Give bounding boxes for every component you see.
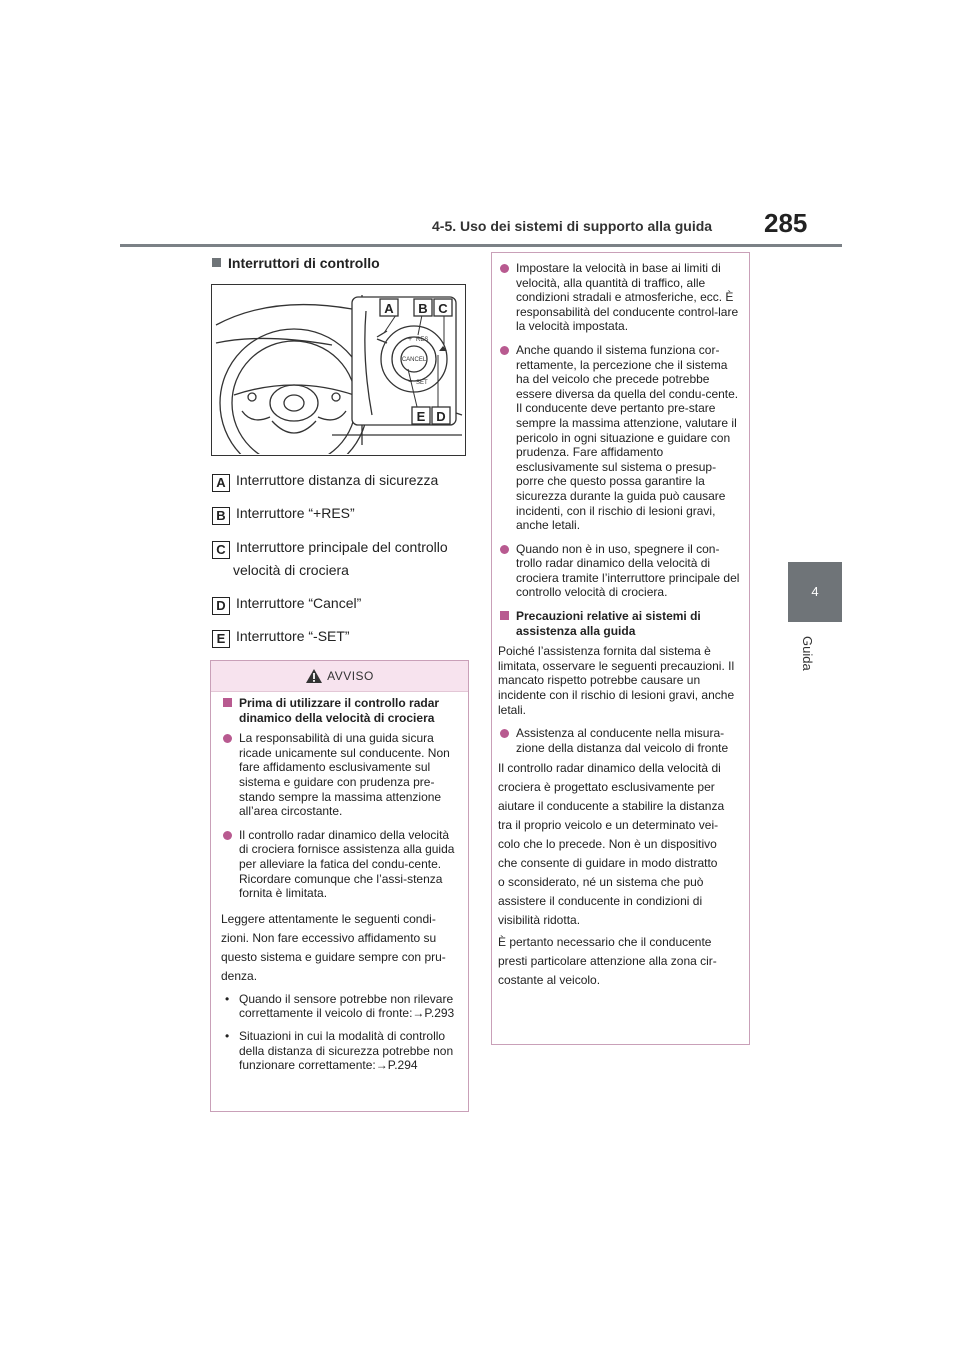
right-loose-paragraph: Il controllo radar dinamico della velocità di crociera è progettato esclusivamente per aiutare il conducente a stabilire la distanza tra il proprio veicolo e un determinato vei- colo che lo precede. Non è un dispositivo che consente di guidare in modo distratto o sconsiderato, né un sistema che può assistere il conducente in condizioni di visibilità ridotta. xyxy=(498,761,725,928)
set-switch-text: SET xyxy=(416,380,428,386)
figure-label-d: D xyxy=(436,409,446,424)
steering-switch-illustration xyxy=(211,284,466,456)
warning-dot-item: • Situazioni in cui la modalità di controllo della distanza di sicurezza potrebbe non funzionare correttamente:→P.294 xyxy=(221,1029,460,1073)
figure-label-c: C xyxy=(438,301,448,316)
chapter-tab xyxy=(788,562,842,622)
section-heading: Interruttori di controllo xyxy=(212,255,380,271)
warning-bullet: La responsabilità di una guida sicura ricade unicamente sul conducente. Non fare affidamento esclusivamente sul sistema e guidare con prudenza pre-stando sempre la massima attenzione all’area circostante. xyxy=(221,731,460,819)
legend-item-e: E Interruttore “-SET” xyxy=(212,628,350,648)
chapter-name: Guida xyxy=(800,636,815,671)
warning-header xyxy=(211,661,468,692)
right-final-paragraph: È pertanto necessario che il conducente presti particolare attenzione alla zona cir- costante al veicolo. xyxy=(498,935,717,988)
warning-bullet: Il controllo radar dinamico della velocità di crociera fornisce assistenza alla guida per alleviare la fatica del condu-cente. Ricordare comunque che l’assi-stenza fornita è limitata. xyxy=(221,828,460,901)
steering-wheel-drawing xyxy=(212,285,464,454)
minus-sign-text: − xyxy=(408,379,413,386)
right-bullet: Quando non è in uso, spegnere il con-trollo radar dinamico della velocità di crociera tramite l’interruttore principale del controllo velocità di crociera. xyxy=(498,542,741,600)
legend-letter: E xyxy=(212,630,230,648)
legend-letter: C xyxy=(212,541,230,559)
legend-letter: D xyxy=(212,597,230,615)
header-rule xyxy=(120,244,842,247)
figure-label-b: B xyxy=(418,301,428,316)
right-warning-continuation xyxy=(491,252,750,1045)
warning-box xyxy=(210,660,469,1112)
chapter-number: 4 xyxy=(811,584,819,599)
cancel-switch-text: CANCEL xyxy=(401,357,427,363)
header-section-title: 4-5. Uso dei sistemi di supporto alla guida xyxy=(432,218,713,234)
warning-triangle-icon xyxy=(305,668,323,684)
warning-dot-item: • Quando il sensore potrebbe non rilevare correttamente il veicolo di fronte:→P.293 xyxy=(221,992,460,1021)
legend-item-a: A Interruttore distanza di sicurezza xyxy=(212,472,438,492)
plus-sign-text: + xyxy=(408,336,413,343)
chapter-label xyxy=(800,636,830,696)
legend-item-d: D Interruttore “Cancel” xyxy=(212,595,361,615)
warning-title: AVVISO xyxy=(327,669,374,683)
legend-letter: B xyxy=(212,507,230,525)
right-subhead: Precauzioni relative ai sistemi di assistenza alla guida xyxy=(498,609,741,638)
figure-label-e: E xyxy=(416,409,426,424)
legend-item-b: B Interruttore “+RES” xyxy=(212,505,355,525)
legend-item-c-continuation: velocità di crociera xyxy=(233,562,349,578)
legend-item-c: C Interruttore principale del controllo xyxy=(212,539,448,559)
legend-letter: A xyxy=(212,474,230,492)
figure-label-a: A xyxy=(384,301,394,316)
right-bullet: Anche quando il sistema funziona cor-rettamente, la percezione che il sistema ha del veicolo che precede potrebbe essere diversa da quella del condu-cente. Il conducente deve pertanto pre-stare sempre la massima attenzione, valutare il pericolo in ogni situazione e guidare con prudenza. Fare affidamento esclusivamente sul sistema o presup-porre che questo possa garantire la sicurezza durante la guida può causare incidenti, con il rischio di lesioni gravi, anche letali. xyxy=(498,343,741,533)
warning-subhead: Prima di utilizzare il controllo radar dinamico della velocità di crociera xyxy=(221,696,460,725)
res-switch-text: RES xyxy=(416,337,429,343)
right-paragraph: Poiché l’assistenza fornita dal sistema è limitata, osservare le seguenti precauzioni. Il mancato rispetto potrebbe causare un incidente con il rischio di lesioni gravi, anche letali. xyxy=(498,644,735,717)
square-bullet-icon xyxy=(212,258,221,267)
warning-paragraph: Leggere attentamente le seguenti condi- zioni. Non fare eccessivo affidamento su questo sistema e guidare sempre con pru- denza. xyxy=(221,911,446,983)
right-bullet: Impostare la velocità in base ai limiti di velocità, alla quantità di traffico, alle condizioni stradali e atmosferiche, ecc. È responsabilità del conducente control-lare la velocità impostata. xyxy=(498,261,741,334)
page-number: 285 xyxy=(764,208,808,238)
right-bullet: Assistenza al conducente nella misura-zione della distanza dal veicolo di fronte xyxy=(498,726,741,755)
